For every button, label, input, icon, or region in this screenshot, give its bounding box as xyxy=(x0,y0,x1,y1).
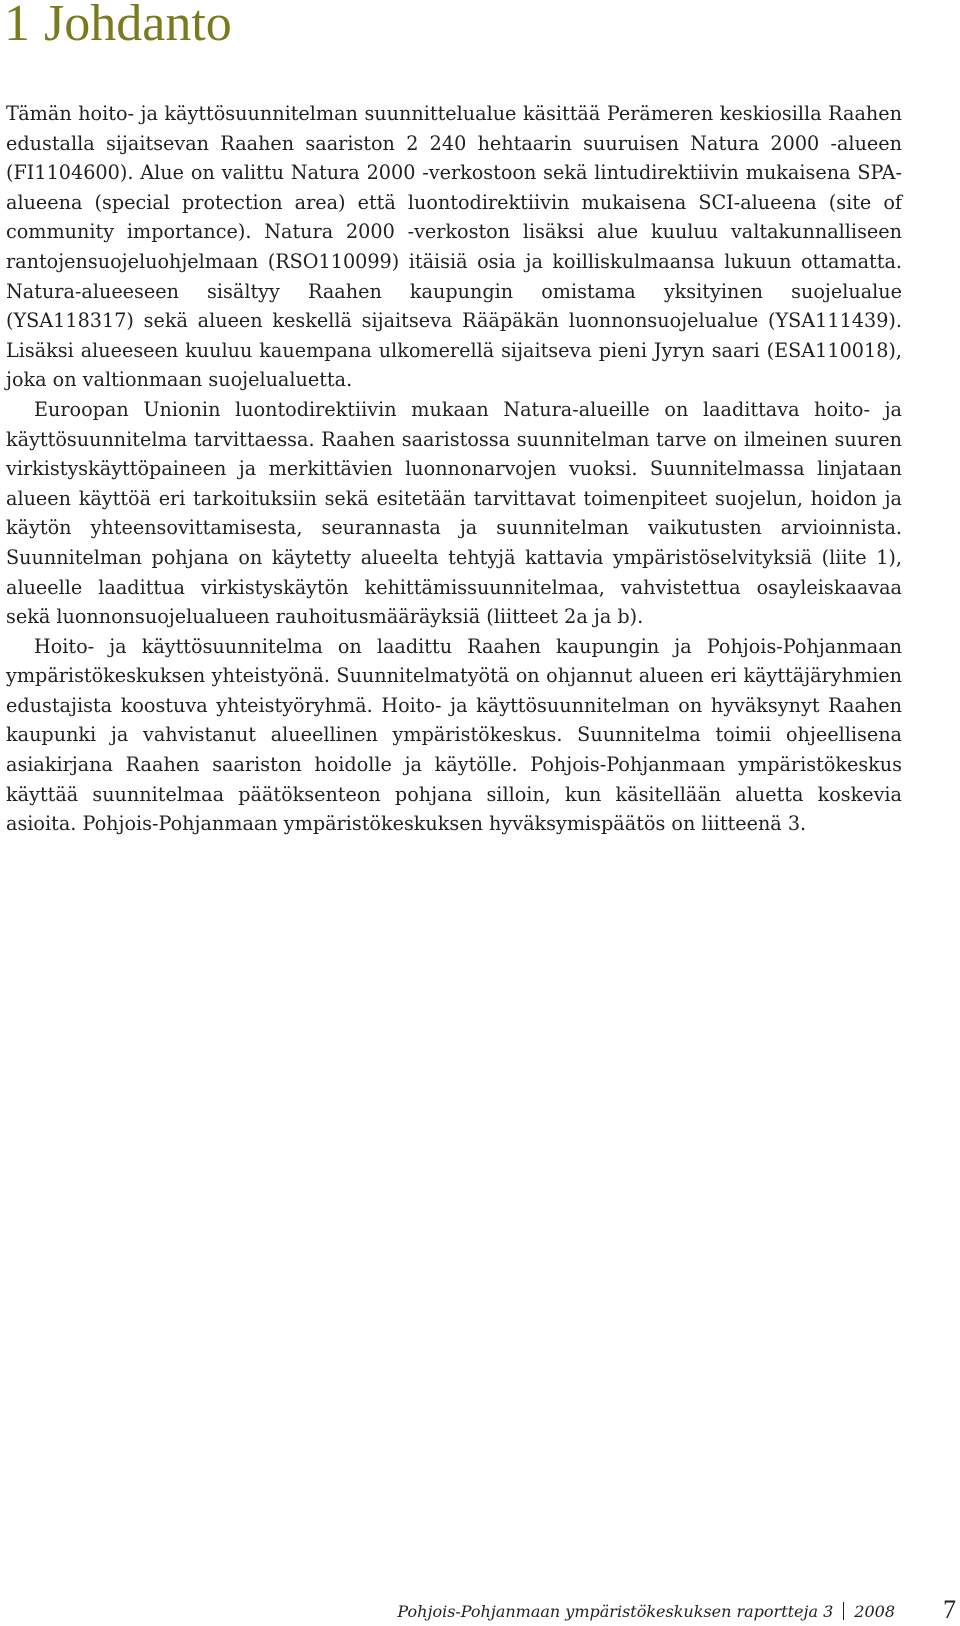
paragraph-3: Hoito- ja käyttösuunnitelma on laadittu Raahen kaupungin ja Pohjois-Pohjanmaan ympäristökeskuksen yhteistyönä. Suunnitelmatyötä on ohjannut alueen eri käyttäjäryhmien edustajista koostuva yhteistyöryhmä. Hoito- ja käyttösuunnitelman on hyväksynyt Raahen kaupunki ja vahvistanut alueellinen ympäristökeskus. Suunnitelma toimii ohjeellisena asiakirjana Raahen saariston hoidolle ja käytölle. Pohjois-Pohjanmaan ympäristökeskus käyttää suunnitelmaa päätöksenteon pohjana silloin, kun käsitellään aluetta koskevia asioita. Pohjois-Pohjanmaan ympäristökeskuksen hyväksymispäätös on liitteenä 3. xyxy=(6,634,902,836)
footer-running-title xyxy=(397,1602,895,1622)
page-number: 7 xyxy=(943,1595,956,1624)
footer-year: 2008 xyxy=(854,1602,895,1621)
paragraph-1: Tämän hoito- ja käyttösuunnitelman suunnittelualue käsittää Perämeren keskiosilla Raahen edustalla sijaitsevan Raahen saariston 2 240 hehtaarin suuruisen Natura 2000 -alueen (FI1104600). Alue on valittu Natura 2000 -verkostoon sekä lintudirektiivin mukaisena SPA-alueena (special protection area) että luontodirektiivin mukaisena SCI-alueena (site of community importance). Natura 2000 -verkoston lisäksi alue kuuluu valtakunnalliseen rantojensuojeluohjelmaan (RSO110099) itäisiä osia ja koilliskulmaansa lukuun ottamatta. Natura-alueeseen sisältyy Raahen kaupungin omistama yksityinen suojelualue (YSA118317) sekä alueen keskellä sijaitseva Rääpäkän luonnonsuojelualue (YSA111439). Lisäksi alueeseen kuuluu kauempana ulkomerellä sijaitseva pieni Jyryn saari (ESA110018), joka on valtionmaan suojelualuetta. xyxy=(6,102,902,392)
paragraph-2: Euroopan Unionin luontodirektiivin mukaan Natura-alueille on laadittava hoito- ja käyttösuunnitelma tarvittaessa. Raahen saaristossa suunnitelman tarve on ilmeinen suuren virkistyskäyttöpaineen ja merkittävien luonnonarvojen vuoksi. Suunnitelmassa linjataan alueen käyttöä eri tarkoituksiin sekä esitetään tarvittavat toimenpiteet suojelun, hoidon ja käytön yhteensovittamisesta, seurannasta ja suunnitelman vaikutusten arvioinnista. Suunnitelman pohjana on käytetty alueelta tehtyjä kattavia ympäristöselvityksiä (liite 1), alueelle laadittua virkistyskäytön kehittämissuunnitelmaa, vahvistettua osayleiskaavaa sekä luonnonsuojelualueen rauhoitusmääräyksiä (liitteet 2a ja b). xyxy=(6,397,902,629)
page-footer xyxy=(0,1596,960,1626)
chapter-title: Johdanto xyxy=(44,0,232,52)
body-text xyxy=(6,99,902,839)
chapter-number: 1 xyxy=(4,0,30,52)
footer-publication: Pohjois-Pohjanmaan ympäristökeskuksen raportteja 3 xyxy=(397,1602,834,1621)
footer-separator xyxy=(843,1602,844,1620)
page-title xyxy=(4,0,232,54)
